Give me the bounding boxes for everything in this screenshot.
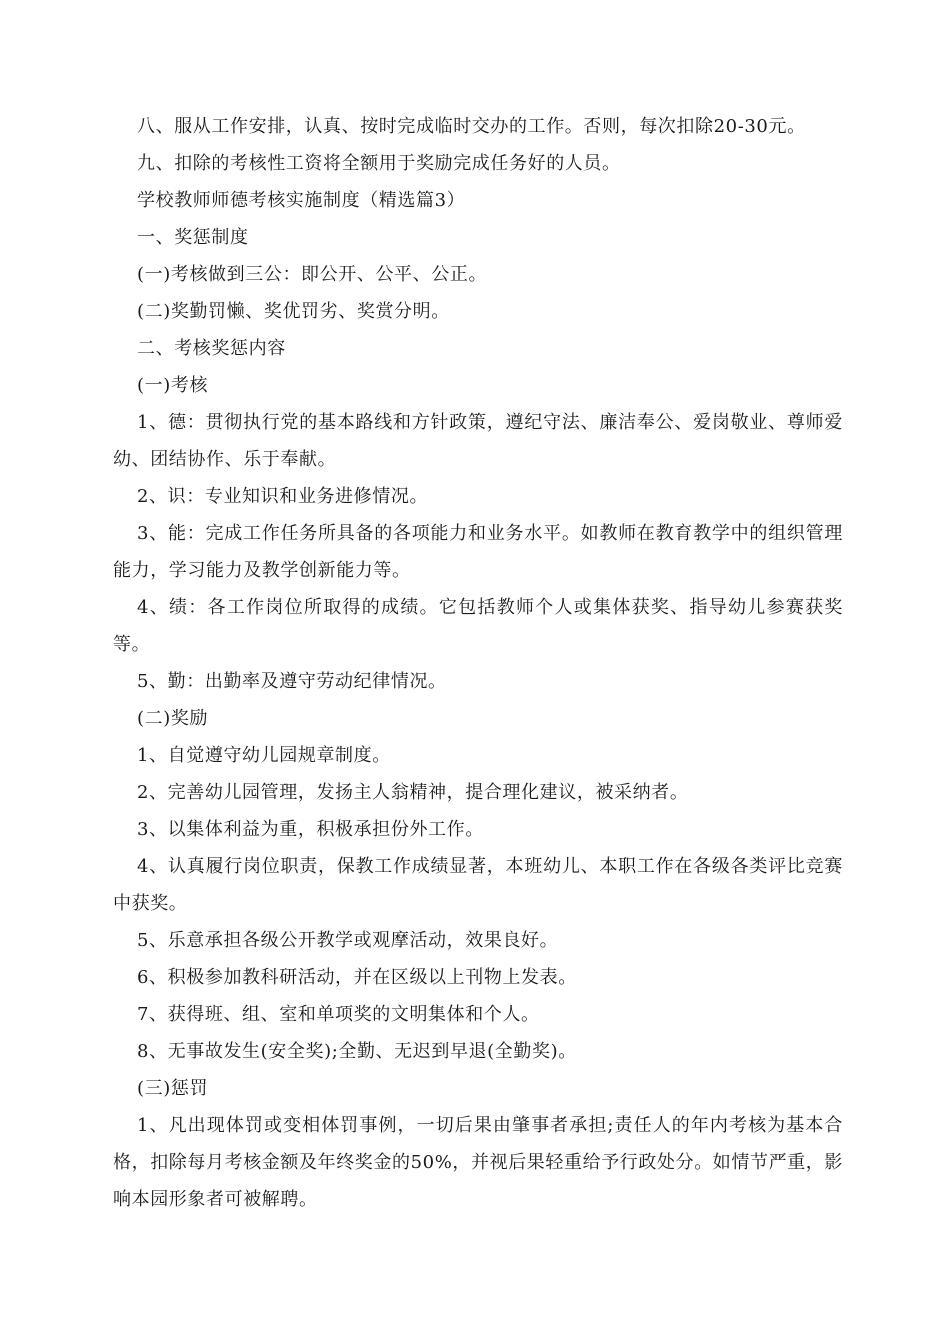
subheading-assessment: (一)考核 (137, 375, 209, 396)
subheading-punishment: (三)惩罚 (137, 1078, 209, 1099)
assessment-item-attendance: 5、勤：出勤率及遵守劳动纪律情况。 (137, 671, 447, 692)
reward-item-3: 3、以集体利益为重，积极承担份外工作。 (137, 819, 484, 840)
paragraph-three-publics: (一)考核做到三公：即公开、公平、公正。 (137, 264, 488, 285)
section-title: 学校教师师德考核实施制度（精选篇3） (137, 190, 466, 211)
assessment-item-morality: 1、德：贯彻执行党的基本路线和方针政策，遵纪守法、廉洁奉公、爱岗敬业、尊师爱幼、团结协作、乐于奉献。 (113, 412, 843, 470)
reward-item-8: 8、无事故发生(安全奖);全勤、无迟到早退(全勤奖)。 (137, 1041, 577, 1062)
subheading-rewards: (二)奖励 (137, 708, 209, 729)
reward-item-1: 1、自觉遵守幼儿园规章制度。 (137, 745, 391, 766)
assessment-item-ability: 3、能：完成工作任务所具备的各项能力和业务水平。如教师在教育教学中的组织管理能力，学习能力及教学创新能力等。 (113, 523, 843, 581)
paragraph-reward-diligence: (二)奖勤罚懒、奖优罚劣、奖赏分明。 (137, 301, 450, 322)
reward-item-4: 4、认真履行岗位职责，保教工作成绩显著，本班幼儿、本职工作在各级各类评比竞赛中获奖。 (113, 856, 843, 914)
heading-reward-punishment-system: 一、奖惩制度 (137, 227, 249, 248)
reward-item-6: 6、积极参加教科研活动，并在区级以上刊物上发表。 (137, 967, 577, 988)
assessment-item-knowledge: 2、识：专业知识和业务进修情况。 (137, 486, 429, 507)
paragraph-item-8: 八、服从工作安排，认真、按时完成临时交办的工作。否则，每次扣除20-30元。 (137, 116, 806, 137)
reward-item-7: 7、获得班、组、室和单项奖的文明集体和个人。 (137, 1004, 540, 1025)
assessment-item-achievement: 4、绩：各工作岗位所取得的成绩。它包括教师个人或集体获奖、指导幼儿参赛获奖等。 (113, 597, 843, 655)
reward-item-2: 2、完善幼儿园管理，发扬主人翁精神，提合理化建议，被采纳者。 (137, 782, 689, 803)
document-body (113, 108, 843, 1218)
paragraph-item-9: 九、扣除的考核性工资将全额用于奖励完成任务好的人员。 (137, 153, 621, 174)
heading-assessment-content: 二、考核奖惩内容 (137, 338, 286, 359)
punishment-item-1: 1、凡出现体罚或变相体罚事例，一切后果由肇事者承担;责任人的年内考核为基本合格，扣除每月考核金额及年终奖金的50%，并视后果轻重给予行政处分。如情节严重，影响本园形象者可被解聘。 (113, 1115, 844, 1210)
reward-item-5: 5、乐意承担各级公开教学或观摩活动，效果良好。 (137, 930, 559, 951)
